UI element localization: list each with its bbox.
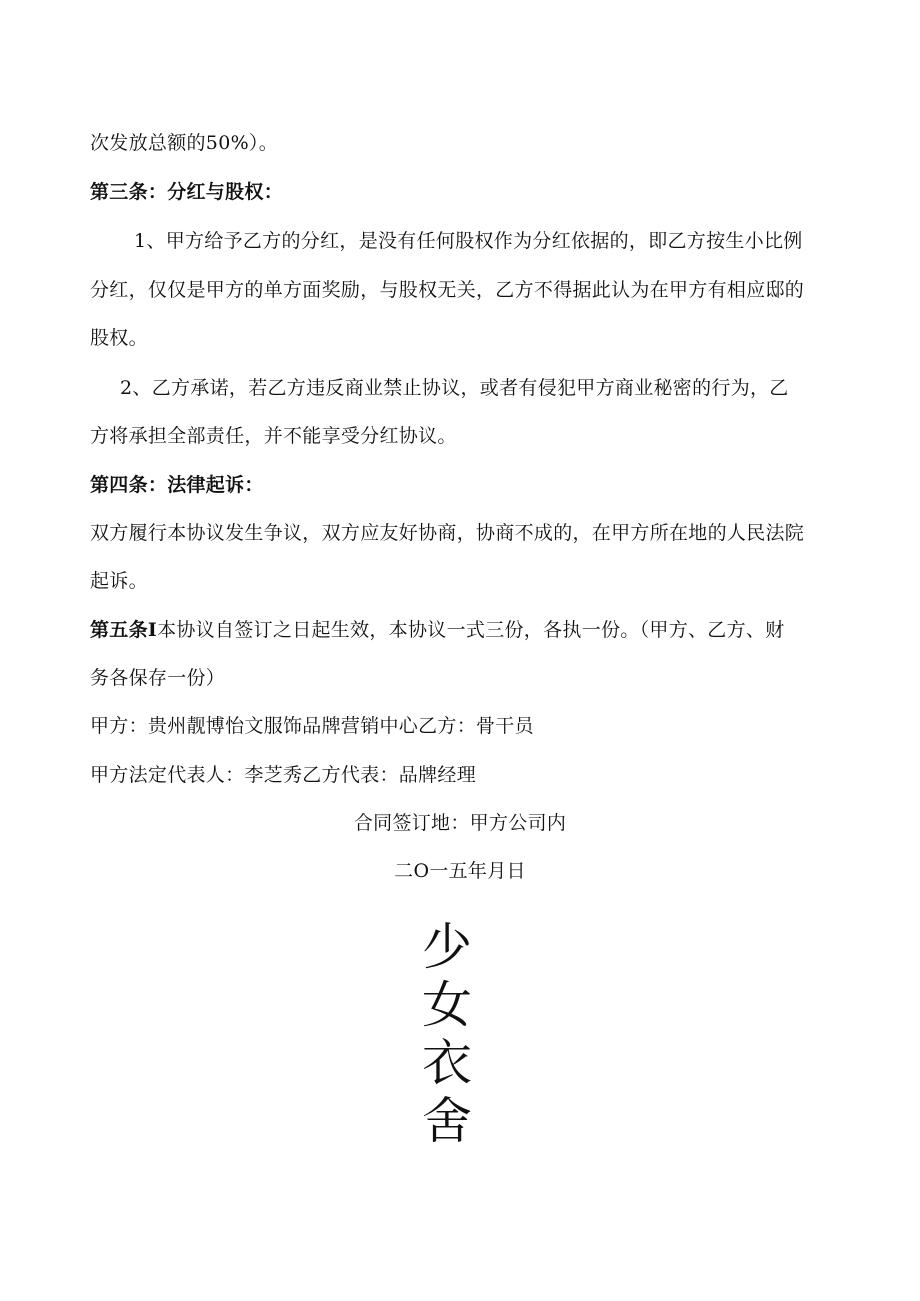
section-5-label: 第五条I	[90, 619, 158, 641]
section-3-heading: 第三条：分红与股权：	[90, 181, 284, 203]
stamp-char-4: 舍	[422, 1092, 472, 1150]
section-5-text: 本协议自签订之日起生效，本协议一式三份，各执一份。（甲方、乙方、财	[157, 619, 785, 641]
stamp-char-1: 少	[422, 918, 472, 976]
section-3-item-2-line-1: 2、乙方承诺，若乙方违反商业禁止协议，或者有侵犯甲方商业秘密的行为，乙	[120, 377, 789, 399]
section-5-line-2: 务各保存一份）	[90, 667, 226, 689]
section-3-item-1-line-3: 股权。	[90, 327, 148, 349]
signature-stamp	[412, 918, 482, 1150]
signing-date: 二O一五年月日	[394, 860, 526, 882]
section-4-line-1: 双方履行本协议发生争议，双方应友好协商，协商不成的，在甲方所在地的人民法院	[90, 522, 805, 544]
signing-place: 合同签订地：甲方公司内	[353, 812, 567, 834]
section-5-line-1	[90, 618, 785, 642]
section-3-item-2-line-2: 方将承担全部责任，并不能享受分红协议。	[90, 425, 457, 447]
representatives-line: 甲方法定代表人：李芝秀乙方代表：品牌经理	[90, 764, 477, 786]
section-4-line-2: 起诉。	[90, 570, 148, 592]
section-3-item-1-line-2: 分红，仅仅是甲方的单方面奖励，与股权无关，乙方不得据此认为在甲方有相应邸的	[90, 279, 805, 301]
stamp-char-3: 衣	[422, 1034, 472, 1092]
parties-line: 甲方：贵州靓博怡文服饰品牌营销中心乙方：骨干员	[90, 715, 534, 737]
stamp-char-2: 女	[422, 976, 472, 1034]
section-3-item-1-line-1: 1、甲方给予乙方的分红，是没有任何股权作为分红依据的，即乙方按生小比例	[134, 230, 803, 252]
carryover-line: 次发放总额的50%）。	[90, 132, 279, 154]
section-4-heading: 第四条：法律起诉：	[90, 474, 264, 496]
